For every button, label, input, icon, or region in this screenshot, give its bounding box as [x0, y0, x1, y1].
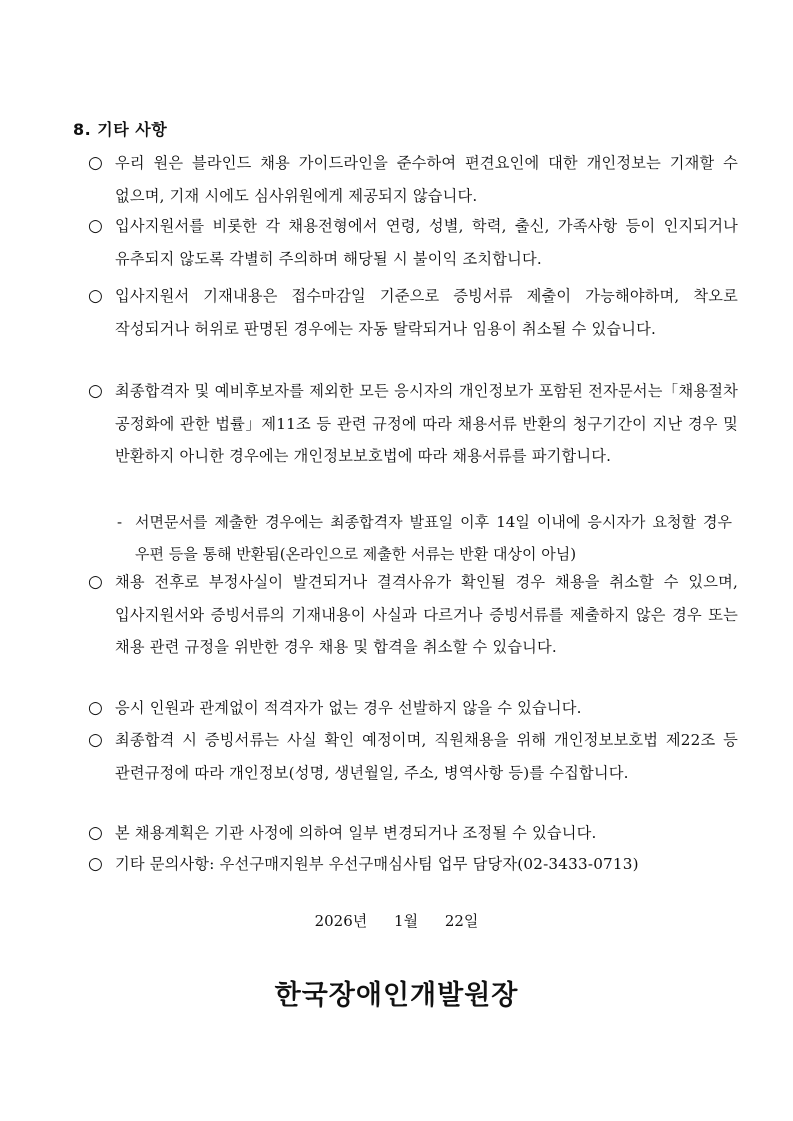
notice-item-personal-info-caution: [88, 210, 738, 275]
circle-bullet-icon: ○: [88, 216, 104, 236]
notice-item-personal-info-collection: [88, 724, 738, 789]
notice-item-blind-hiring: [88, 147, 738, 212]
notice-item-no-qualified-applicant: [88, 692, 738, 725]
circle-bullet-icon: ○: [88, 381, 104, 401]
issuer-signature: 한국장애인개발원장: [274, 980, 519, 1011]
notice-text: 채용 전후로 부정사실이 발견되거나 결격사유가 확인될 경우 채용을 취소할 수 있으며, 입사지원서와 증빙서류의 기재내용이 사실과 다르거나 증빙서류를 제출하지 않은 경우 또는 채용 관련 규정을 위반한 경우 채용 및 합격을 취소할 수 있습니다.: [115, 573, 738, 656]
section-title: 8. 기타 사항: [73, 120, 168, 139]
circle-bullet-icon: ○: [88, 854, 104, 874]
notice-item-application-accuracy: [88, 280, 738, 345]
notice-subitem-document-return: [117, 506, 732, 570]
subitem-text: 서면문서를 제출한 경우에는 최종합격자 발표일 이후 14일 이내에 응시자가 요청할 경우 우편 등을 통해 반환됨(온라인으로 제출한 서류는 반환 대상이 아님): [135, 513, 732, 563]
notice-text: 입사지원서를 비롯한 각 채용전형에서 연령, 성별, 학력, 출신, 가족사항 등이 인지되거나 유추되지 않도록 각별히 주의하며 해당될 시 불이익 조치합니다.: [115, 217, 738, 268]
notice-text: 최종합격 시 증빙서류는 사실 확인 예정이며, 직원채용을 위해 개인정보보호법 제22조 등 관련규정에 따라 개인정보(성명, 생년월일, 주소, 병역사항 등)를 수집합니다.: [115, 731, 738, 782]
notice-item-hiring-cancellation: [88, 566, 738, 664]
notice-text: 입사지원서 기재내용은 접수마감일 기준으로 증빙서류 제출이 가능해야하며, 착오로 작성되거나 허위로 판명된 경우에는 자동 탈락되거나 임용이 취소될 수 있습니다.: [115, 287, 738, 338]
document-date: 2026년 1월 22일: [314, 912, 479, 930]
notice-item-document-disposal: [88, 375, 738, 473]
circle-bullet-icon: ○: [88, 698, 104, 718]
notice-item-contact: [88, 848, 738, 881]
notice-text: 응시 인원과 관계없이 적격자가 없는 경우 선발하지 않을 수 있습니다.: [115, 699, 582, 717]
circle-bullet-icon: ○: [88, 730, 104, 750]
circle-bullet-icon: ○: [88, 286, 104, 306]
circle-bullet-icon: ○: [88, 153, 104, 173]
notice-text: 기타 문의사항: 우선구매지원부 우선구매심사팀 업무 담당자(02-3433-0713): [115, 855, 639, 873]
notice-text: 본 채용계획은 기관 사정에 의하여 일부 변경되거나 조정될 수 있습니다.: [115, 824, 597, 842]
circle-bullet-icon: ○: [88, 823, 104, 843]
notice-item-plan-change: [88, 817, 738, 850]
notice-text: 우리 원은 블라인드 채용 가이드라인을 준수하여 편견요인에 대한 개인정보는 기재할 수 없으며, 기재 시에도 심사위원에게 제공되지 않습니다.: [115, 154, 738, 205]
circle-bullet-icon: ○: [88, 572, 104, 592]
notice-text: 최종합격자 및 예비후보자를 제외한 모든 응시자의 개인정보가 포함된 전자문서는「채용절차 공정화에 관한 법률」제11조 등 관련 규정에 따라 채용서류 반환의 청구기간이 지난 경우 및 반환하지 아니한 경우에는 개인정보보호법에 따라 채용서류를 파기합니다.: [115, 382, 738, 465]
dash-bullet-icon: -: [117, 513, 123, 531]
